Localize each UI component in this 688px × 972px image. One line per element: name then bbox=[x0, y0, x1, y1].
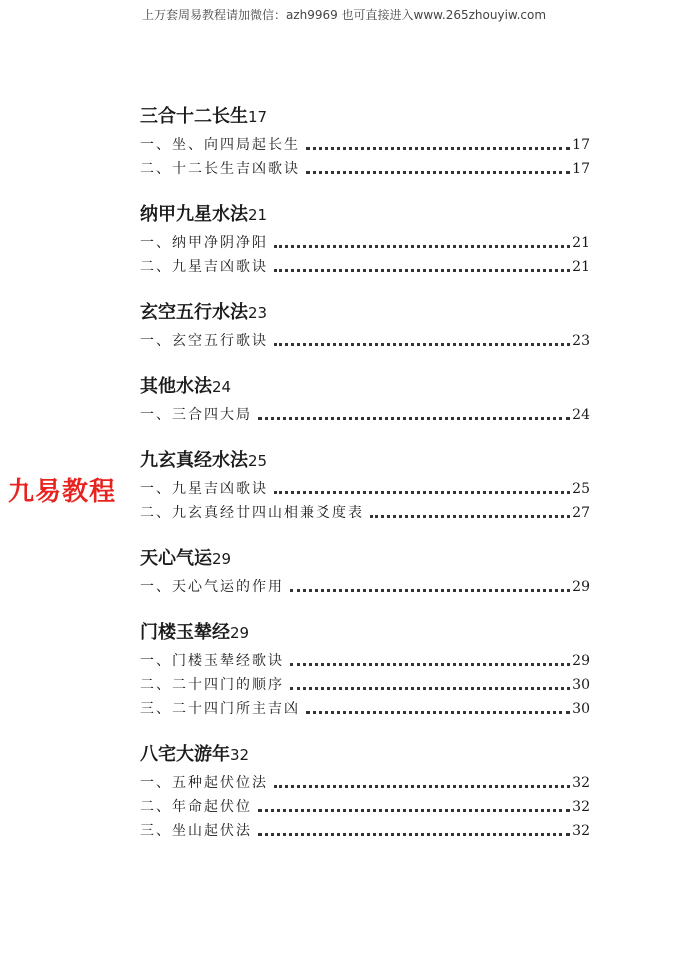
entry-page-number: 29 bbox=[572, 653, 590, 669]
section-title-text: 门楼玉辇经 bbox=[140, 622, 230, 643]
toc-entry[interactable] bbox=[140, 575, 590, 599]
dot-leader bbox=[306, 170, 570, 174]
section-title-text: 纳甲九星水法 bbox=[140, 204, 248, 225]
page-header-banner: 上万套周易教程请加微信：azh9969 也可直接进入www.265zhouyiw.com bbox=[141, 8, 547, 22]
entry-page-number: 17 bbox=[572, 137, 590, 153]
entry-label: 一、五种起伏位法 bbox=[140, 775, 268, 791]
entry-page-number: 21 bbox=[572, 259, 590, 275]
entry-label: 二、九玄真经廿四山相兼爻度表 bbox=[140, 505, 364, 521]
section-page-number: 29 bbox=[230, 624, 250, 642]
dot-leader bbox=[370, 514, 570, 518]
entry-label: 二、十二长生吉凶歌诀 bbox=[140, 161, 300, 177]
entry-label: 一、九星吉凶歌诀 bbox=[140, 481, 268, 497]
entry-page-number: 23 bbox=[572, 333, 590, 349]
entry-label: 一、坐、向四局起长生 bbox=[140, 137, 300, 153]
section-title-text: 其他水法 bbox=[140, 376, 212, 397]
section-title[interactable] bbox=[140, 105, 590, 129]
section-title[interactable] bbox=[140, 301, 590, 325]
section-page-number: 24 bbox=[212, 378, 232, 396]
section-page-number: 32 bbox=[230, 746, 250, 764]
section-title[interactable] bbox=[140, 547, 590, 571]
section-page-number: 23 bbox=[248, 304, 268, 322]
toc-entry[interactable] bbox=[140, 771, 590, 795]
entry-label: 一、玄空五行歌诀 bbox=[140, 333, 268, 349]
toc-entry[interactable] bbox=[140, 673, 590, 697]
dot-leader bbox=[290, 588, 570, 592]
toc-entry[interactable] bbox=[140, 649, 590, 673]
entry-label: 一、门楼玉辇经歌诀 bbox=[140, 653, 284, 669]
toc-section bbox=[140, 105, 590, 181]
dot-leader bbox=[274, 342, 570, 346]
dot-leader bbox=[258, 832, 570, 836]
entry-page-number: 30 bbox=[572, 701, 590, 717]
dot-leader bbox=[290, 662, 570, 666]
entry-page-number: 21 bbox=[572, 235, 590, 251]
entry-page-number: 17 bbox=[572, 161, 590, 177]
dot-leader bbox=[306, 710, 570, 714]
section-title-text: 八宅大游年 bbox=[140, 744, 230, 765]
dot-leader bbox=[306, 146, 570, 150]
entry-label: 三、坐山起伏法 bbox=[140, 823, 252, 839]
section-page-number: 17 bbox=[248, 108, 268, 126]
toc-entry[interactable] bbox=[140, 403, 590, 427]
dot-leader bbox=[258, 416, 570, 420]
table-of-contents bbox=[140, 105, 590, 865]
toc-section bbox=[140, 203, 590, 279]
dot-leader bbox=[274, 268, 570, 272]
entry-page-number: 24 bbox=[572, 407, 590, 423]
toc-entry[interactable] bbox=[140, 329, 590, 353]
entry-page-number: 32 bbox=[572, 775, 590, 791]
toc-entry[interactable] bbox=[140, 795, 590, 819]
section-title[interactable] bbox=[140, 449, 590, 473]
toc-entry[interactable] bbox=[140, 255, 590, 279]
entry-page-number: 29 bbox=[572, 579, 590, 595]
toc-entry[interactable] bbox=[140, 819, 590, 843]
dot-leader bbox=[274, 490, 570, 494]
section-title-text: 天心气运 bbox=[140, 548, 212, 569]
entry-label: 一、纳甲净阴净阳 bbox=[140, 235, 268, 251]
toc-entry[interactable] bbox=[140, 501, 590, 525]
section-page-number: 25 bbox=[248, 452, 268, 470]
toc-section bbox=[140, 449, 590, 525]
entry-label: 一、天心气运的作用 bbox=[140, 579, 284, 595]
dot-leader bbox=[274, 244, 570, 248]
section-title[interactable] bbox=[140, 203, 590, 227]
dot-leader bbox=[258, 808, 570, 812]
entry-label: 一、三合四大局 bbox=[140, 407, 252, 423]
entry-page-number: 25 bbox=[572, 481, 590, 497]
section-page-number: 21 bbox=[248, 206, 268, 224]
entry-page-number: 32 bbox=[572, 823, 590, 839]
toc-section bbox=[140, 301, 590, 353]
section-title-text: 九玄真经水法 bbox=[140, 450, 248, 471]
entry-page-number: 30 bbox=[572, 677, 590, 693]
toc-entry[interactable] bbox=[140, 133, 590, 157]
dot-leader bbox=[290, 686, 570, 690]
entry-label: 二、二十四门的顺序 bbox=[140, 677, 284, 693]
entry-label: 二、九星吉凶歌诀 bbox=[140, 259, 268, 275]
toc-entry[interactable] bbox=[140, 697, 590, 721]
entry-page-number: 27 bbox=[572, 505, 590, 521]
section-title[interactable] bbox=[140, 621, 590, 645]
section-title[interactable] bbox=[140, 743, 590, 767]
toc-entry[interactable] bbox=[140, 231, 590, 255]
section-title-text: 玄空五行水法 bbox=[140, 302, 248, 323]
dot-leader bbox=[274, 784, 570, 788]
toc-section bbox=[140, 375, 590, 427]
toc-section bbox=[140, 743, 590, 843]
entry-label: 三、二十四门所主吉凶 bbox=[140, 701, 300, 717]
watermark-logo: 九易教程 bbox=[8, 477, 117, 507]
toc-entry[interactable] bbox=[140, 157, 590, 181]
section-title-text: 三合十二长生 bbox=[140, 106, 248, 127]
toc-entry[interactable] bbox=[140, 477, 590, 501]
entry-page-number: 32 bbox=[572, 799, 590, 815]
entry-label: 二、年命起伏位 bbox=[140, 799, 252, 815]
toc-section bbox=[140, 621, 590, 721]
section-title[interactable] bbox=[140, 375, 590, 399]
toc-section bbox=[140, 547, 590, 599]
section-page-number: 29 bbox=[212, 550, 232, 568]
